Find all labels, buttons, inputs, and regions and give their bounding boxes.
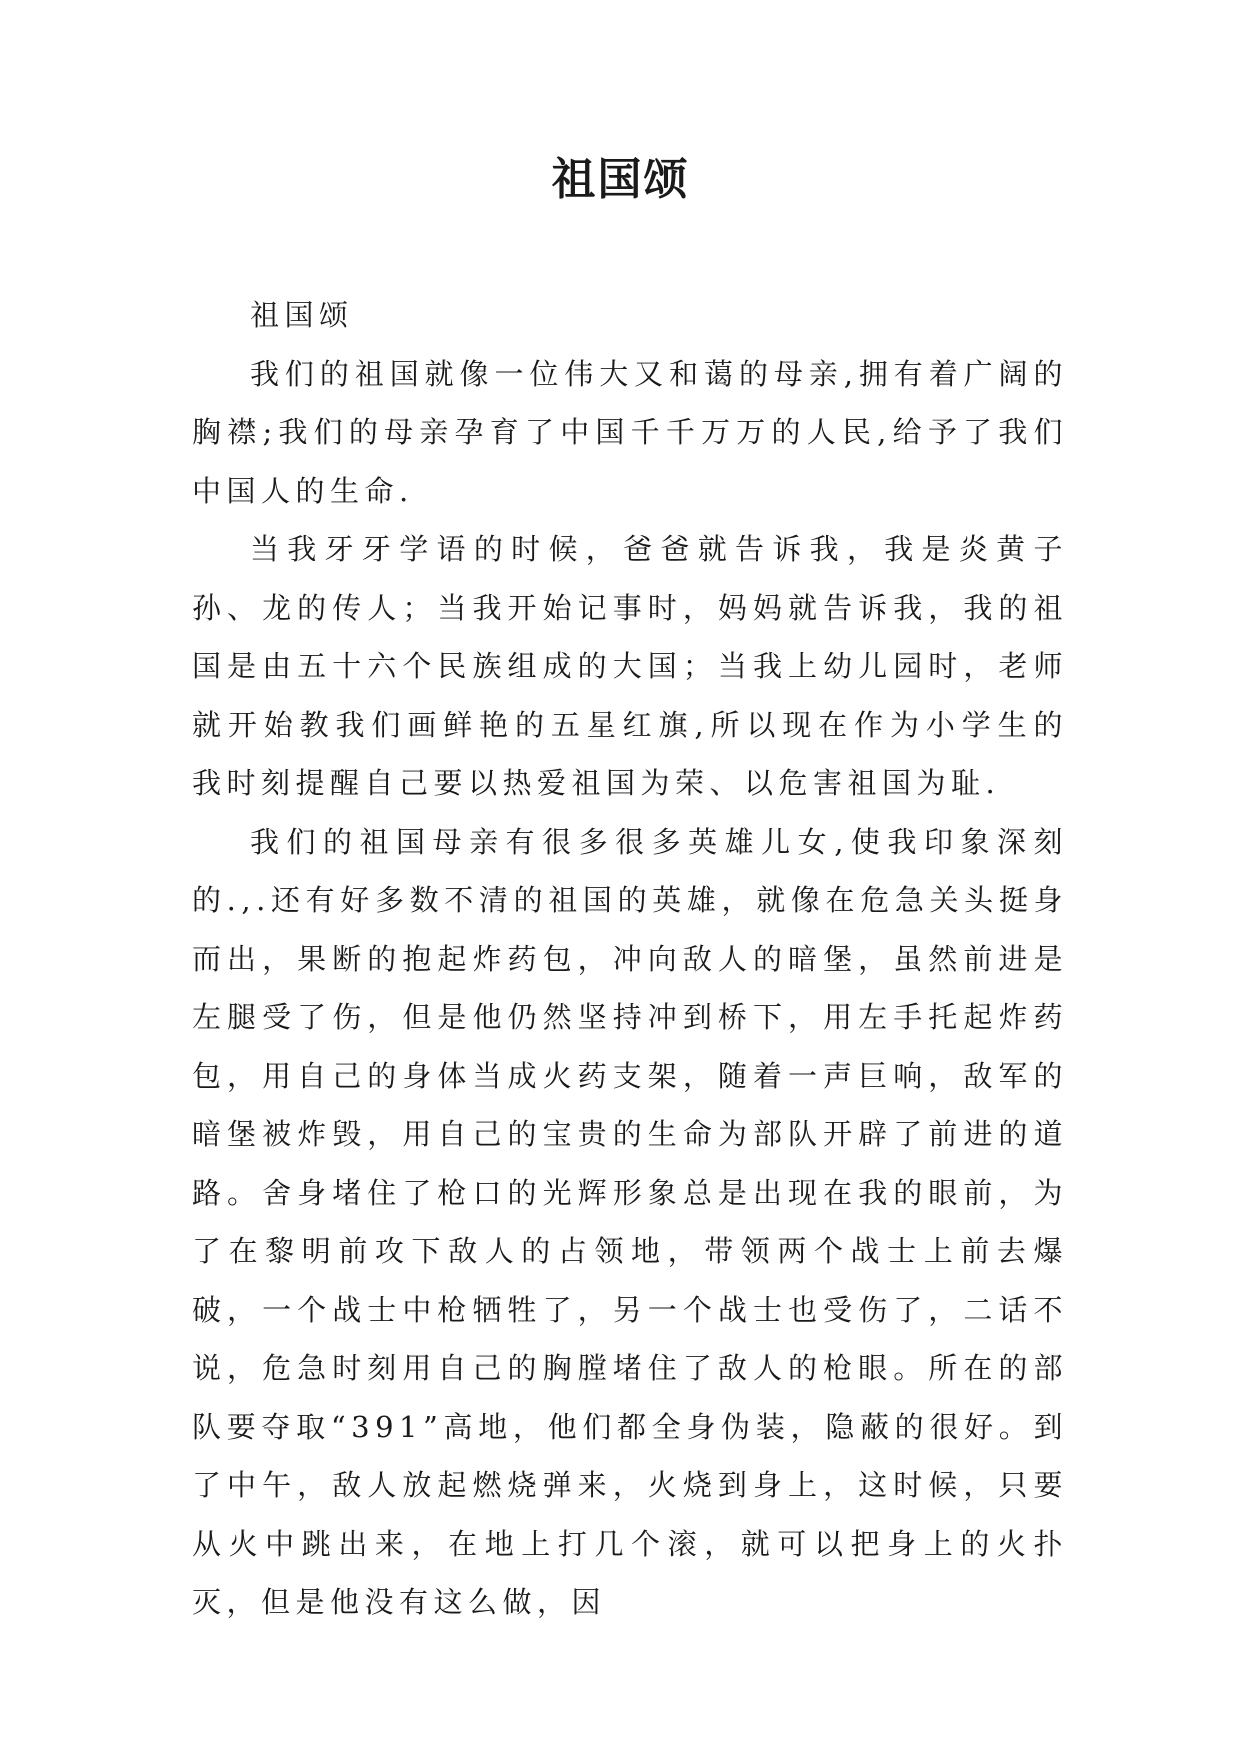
paragraph-childhood: 当我牙牙学语的时候，爸爸就告诉我，我是炎黄子孙、龙的传人；当我开始记事时，妈妈就告诉我，我的祖国是由五十六个民族组成的大国；当我上幼儿园时，老师就开始教我们画鲜艳的五星红旗,所以现在作为小学生的我时刻提醒自己要以热爱祖国为荣、以危害祖国为耻. (192, 532, 1068, 800)
document-title: 祖国颂 (551, 154, 690, 205)
paragraph-motherland: 我们的祖国就像一位伟大又和蔼的母亲,拥有着广阔的胸襟;我们的母亲孕育了中国千千万万的人民,给予了我们中国人的生命. (192, 356, 1068, 508)
paragraph-subtitle: 祖国颂 (250, 298, 354, 332)
document-body (192, 286, 1068, 1632)
paragraph-heroes: 我们的祖国母亲有很多很多英雄儿女,使我印象深刻的.,.还有好多数不清的祖国的英雄，就像在危急关头挺身而出，果断的抱起炸药包，冲向敌人的暗堡，虽然前进是左腿受了伤，但是他仍然坚持冲到桥下，用左手托起炸药包，用自己的身体当成火药支架，随着一声巨响，敌军的暗堡被炸毁，用自己的宝贵的生命为部队开辟了前进的道路。舍身堵住了枪口的光辉形象总是出现在我的眼前，为了在黎明前攻下敌人的占领地，带领两个战士上前去爆破，一个战士中枪牺牲了，另一个战士也受伤了，二话不说，危急时刻用自己的胸膛堵住了敌人的枪眼。所在的部队要夺取“391”高地，他们都全身伪装，隐蔽的很好。到了中午，敌人放起燃烧弹来，火烧到身上，这时候，只要从火中跳出来，在地上打几个滚，就可以把身上的火扑灭，但是他没有这么做，因 (192, 824, 1068, 1619)
